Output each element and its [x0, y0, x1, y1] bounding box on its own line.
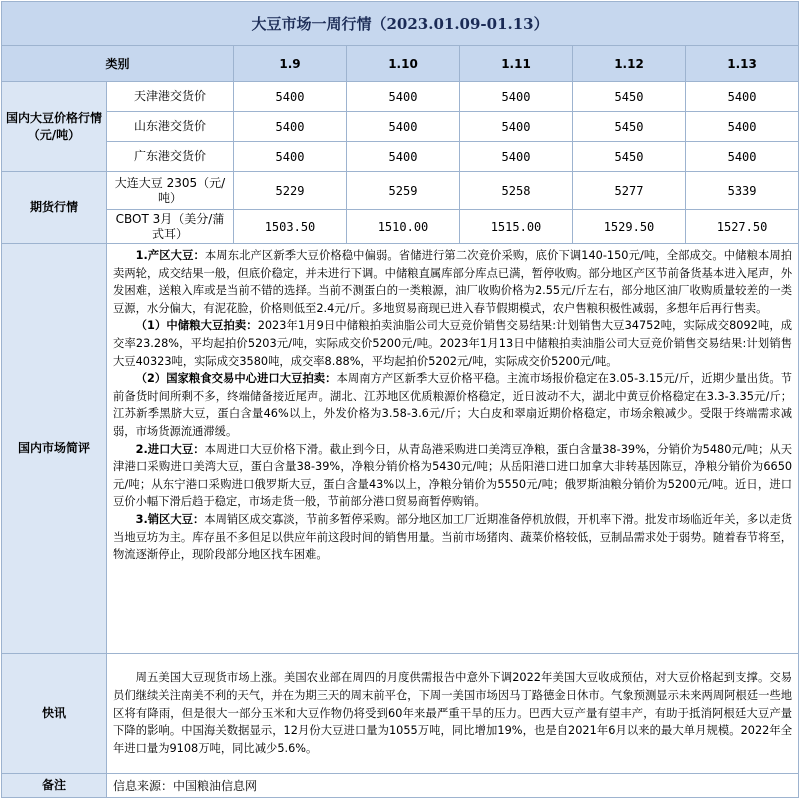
date-header: 1.11 [460, 46, 573, 82]
row-label: CBOT 3月（美分/蒲式耳） [107, 210, 234, 244]
domestic-price-label: 国内大豆价格行情（元/吨） [2, 82, 107, 172]
price-cell: 5450 [573, 142, 686, 172]
date-header: 1.10 [347, 46, 460, 82]
news-text: 周五美国大豆现货市场上涨。美国农业部在周四的月度供需报告中意外下调2022年美国大豆收成预估，对大豆价格起到支撑。交易员们继续关注南美不利的天气，并在为期三天的周末前平仓，下周一美国市场因马丁路德金日休市。气象预测显示未来两周阿根廷一些地区将有降雨，但是很大一部分玉米和大豆作物仍将受到60年来最严重干旱的压力。巴西大豆产量有望丰产，有助于抵消阿根廷大豆产量下降的影响。中国海关数据显示，12月份大豆进口量为1055万吨，同比增加19%，也是自2021年6月以来的最大单月规模。2022年全年进口量为9108万吨，同比减少5.6%。 [113, 671, 793, 755]
futures-cell: 1515.00 [460, 210, 573, 244]
price-cell: 5400 [234, 142, 347, 172]
price-cell: 5400 [347, 82, 460, 112]
date-header: 1.13 [686, 46, 799, 82]
futures-cell: 1510.00 [347, 210, 460, 244]
news-label: 快讯 [2, 653, 107, 773]
futures-cell: 5259 [347, 172, 460, 210]
commentary-section [113, 441, 792, 511]
futures-cell: 5229 [234, 172, 347, 210]
section-heading: 3.销区大豆： [135, 512, 205, 526]
commentary-section [113, 247, 792, 317]
price-cell: 5400 [347, 112, 460, 142]
row-label: 广东港交货价 [107, 142, 234, 172]
price-cell: 5400 [686, 82, 799, 112]
date-header: 1.9 [234, 46, 347, 82]
market-report-table [1, 1, 799, 798]
note-text: 信息来源：中国粮油信息网 [107, 774, 799, 798]
date-header: 1.12 [573, 46, 686, 82]
futures-row-cbot [2, 210, 799, 244]
row-label: 大连大豆 2305（元/吨） [107, 172, 234, 210]
futures-cell: 1503.50 [234, 210, 347, 244]
commentary-label: 国内市场简评 [2, 244, 107, 654]
futures-cell: 5339 [686, 172, 799, 210]
section-text: 本周南方产区新季大豆价格平稳。主流市场报价稳定在3.05-3.15元/斤，近期少量出货。节前备货时间所剩不多，终端储备接近尾声。湖北、江苏地区优质粮源价格稳定，近日波动不大，湖北中黄豆价格稳定在3.3-3.35元/斤；江苏新季黑脐大豆，蛋白含量46%以上，外发价格为3.58-3.6元/斤；大白皮和翠扇近期价格稳定，市场余粮减少。受限于终端需求减弱，市场货源流通滞缓。 [113, 372, 793, 438]
futures-cell: 5277 [573, 172, 686, 210]
futures-cell: 1529.50 [573, 210, 686, 244]
price-cell: 5400 [347, 142, 460, 172]
section-heading: （2）国家粮食交易中心进口大豆拍卖： [135, 372, 337, 386]
commentary-section [113, 511, 792, 564]
commentary-row [2, 244, 799, 654]
commentary-section [113, 370, 792, 440]
futures-cell: 5258 [460, 172, 573, 210]
section-heading: 1.产区大豆： [135, 249, 205, 262]
price-row-guangdong [2, 142, 799, 172]
row-label: 山东港交货价 [107, 112, 234, 142]
section-heading: （1）中储粮大豆拍卖： [135, 319, 258, 333]
price-cell: 5400 [460, 112, 573, 142]
category-header: 类别 [2, 46, 234, 82]
commentary-body [107, 244, 799, 654]
price-cell: 5400 [460, 82, 573, 112]
section-text: 本周东北产区新季大豆价格稳中偏弱。省储进行第二次竞价采购，底价下调140-150元/吨，全部成交。中储粮本周拍卖两轮，成交结果一般，但底价稳定，并未进行下调。中储粮直属库部分库点已满，暂停收购。部分地区产区节前备货基本进入尾声，外发困难，送粮入库或是当前不错的选择。当前不测蛋白的一类粮源，油厂收购价格为2.55元/斤左右，部分地区油厂收购质量较差的一类豆源，水分偏大，有泥花脸，价格则低至2.4元/斤。多地贸易商现已进入春节假期模式，农户售粮积极性减弱，多想年后再行售卖。 [113, 249, 793, 315]
note-row [2, 774, 799, 798]
futures-row-dalian [2, 172, 799, 210]
price-cell: 5400 [686, 112, 799, 142]
price-cell: 5400 [234, 82, 347, 112]
price-cell: 5400 [460, 142, 573, 172]
news-row [2, 653, 799, 773]
price-row-shandong [2, 112, 799, 142]
section-text: 本周销区成交寡淡，节前多暂停采购。部分地区加工厂近期准备停机放假，开机率下滑。批发市场临近年关，多以走货当地豆坊为主。库存虽不多但足以供应年前这段时间的销售用量。当前市场猪肉、蔬菜价格较低，豆制品需求处于弱势。随着春节将至，物流逐渐停止，现阶段部分地区找车困难。 [113, 512, 793, 562]
futures-label: 期货行情 [2, 172, 107, 244]
report-title: 大豆市场一周行情（2023.01.09-01.13） [2, 2, 799, 46]
price-cell: 5450 [573, 82, 686, 112]
price-row-tianjin [2, 82, 799, 112]
news-body [107, 653, 799, 773]
futures-cell: 1527.50 [686, 210, 799, 244]
commentary-section [113, 317, 792, 370]
row-label: 天津港交货价 [107, 82, 234, 112]
price-cell: 5450 [573, 112, 686, 142]
price-cell: 5400 [234, 112, 347, 142]
section-heading: 2.进口大豆： [135, 442, 205, 456]
section-text: 2023年1月9日中储粮拍卖油脂公司大豆竞价销售交易结果:计划销售大豆34752吨，实际成交8092吨，成交率23.28%，平均起拍价5203元/吨，实际成交价5200元/吨。2023年1月13日中储粮拍卖油脂公司大豆竞价销售交易结果:计划销售大豆40323吨，实际成交3580吨，成交率8.88%，平均起拍价5202元/吨，实际成交价5200元/吨。 [113, 319, 793, 368]
section-text: 本周进口大豆价格下滑。截止到今日，从青岛港采购进口美湾豆净粮，蛋白含量38-39%，分销价为5480元/吨；从天津港口采购进口美湾大豆，蛋白含量38-39%，净粮分销价格为5430元/吨；从岳阳港口进口加拿大非转基因陈豆，净粮分销价为6650元/吨；从东宁港口采购进口俄罗斯大豆，蛋白含量43%以上，净粮分销价为5550元/吨；俄罗斯油粮分销价为5200元/吨。近日，进口豆价小幅下滑后趋于稳定，市场走货一般，节前部分港口贸易商暂停购销。 [113, 442, 793, 509]
note-label: 备注 [2, 774, 107, 798]
header-row [2, 46, 799, 82]
price-cell: 5400 [686, 142, 799, 172]
